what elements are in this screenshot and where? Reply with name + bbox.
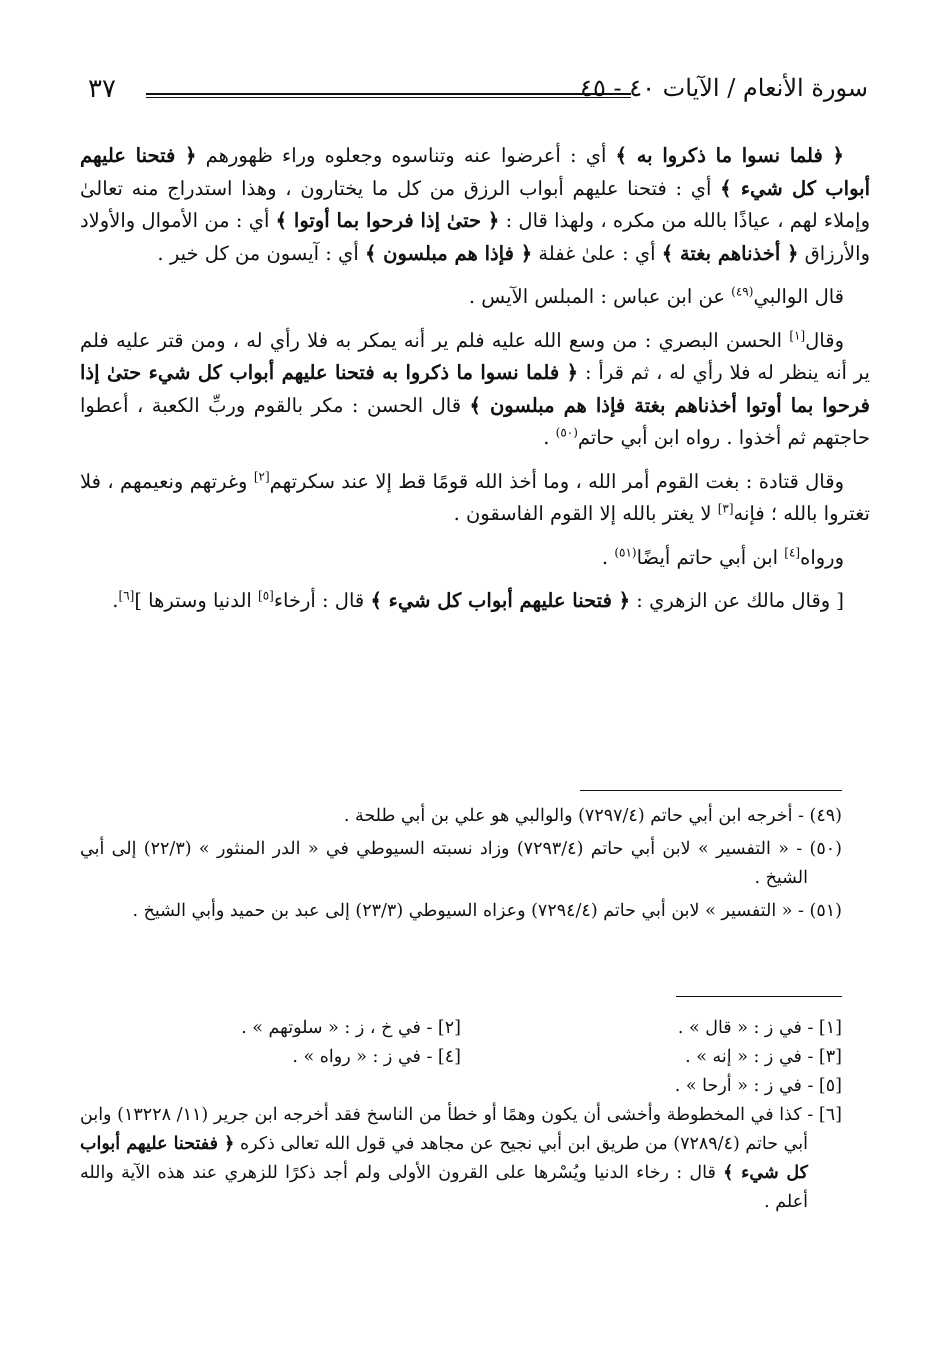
text-segment: وغرتهم ونعيمهم ، فلا تغتروا بالله ؛ فإنه <box>80 469 870 525</box>
note-reference: [٦] <box>118 588 135 603</box>
text-segment: أي : أعرضوا عنه وتناسوه وجعلوه وراء ظهورهم <box>196 144 616 167</box>
text-segment: [ وقال مالك عن الزهري : <box>630 589 844 612</box>
variant-note: [٥] - في ز : « أرحا » . <box>674 1076 842 1096</box>
footnote: (٥١) - « التفسير » لابن أبي حاتم (٧٢٩٤/٤) وعزاه السيوطي (٢٣/٣) إلى عبد بن حميد وأبي الشيخ . <box>132 901 842 921</box>
footnote: (٥٠) - « التفسير » لابن أبي حاتم (٧٢٩٣/٤) وزاد نسبته السيوطي في « الدر المنثور » (٢٢/٣) إلى أبي الشيخ . <box>80 839 842 888</box>
paragraph <box>80 281 870 314</box>
footnote-separator <box>580 790 842 791</box>
text-segment: قال الحسن : مكر بالقوم وربِّ الكعبة ، أعطوا حاجتهم ثم أخذوا . رواه ابن أبي حاتم <box>80 393 870 449</box>
variants-separator <box>676 996 842 997</box>
text-segment: وقال <box>805 328 844 352</box>
text-segment: . <box>543 426 556 449</box>
text-segment: أي : آيسون من كل خير . <box>157 241 365 265</box>
paragraph <box>80 140 870 270</box>
quran-quote: ﴿ فإذا هم مبلسون ﴾ <box>364 241 533 265</box>
text-segment: الحسن البصري : من وسع الله عليه فلم ير أنه يمكر به فلا رأي له ، ومن قتر عليه فلم ير أنه ينظر له فلا رأي له ، ثم قرأ : <box>80 328 870 384</box>
paragraph <box>80 585 870 618</box>
text-segment: قال الوالبي <box>753 285 844 308</box>
text-segment: ابن أبي حاتم أيضًا <box>636 545 785 569</box>
note-reference: (٤٩) <box>731 284 754 299</box>
text-segment: [٦] - كذا في المخطوطة وأخشى أن يكون وهمًا أو خطأ من الناسخ فقد أخرجه ابن جرير (١١/ ١٣٢٢٨) وابن أبي حاتم (٧٢٨٩/٤) من طريق ابن أبي نجيح عن مجاهد في قول الله تعالى ذكره <box>80 1105 842 1154</box>
variant-note: [٢] - في خ ، ز : « سلوتهم » . <box>241 1018 461 1038</box>
note-reference: [٥] <box>258 588 274 603</box>
text-segment: وقال قتادة : بغت القوم أمر الله ، وما أخذ الله قومًا قط إلا عند سكرتهم <box>269 469 844 493</box>
variant-note: [٣] - في ز : « إنه » . <box>685 1047 842 1067</box>
variant-note: [١] - في ز : « قال » . <box>677 1018 842 1038</box>
text-segment: أي : من الأموال والأولاد والأرزاق <box>80 209 870 265</box>
quran-quote: ﴿ فلما نسوا ما ذكروا به فتحنا عليهم أبواب كل شيء حتىٰ إذا فرحوا بما أوتوا أخذناهم بغتة فإذا هم مبلسون ﴾ <box>80 361 871 417</box>
quran-quote: ﴿ حتىٰ إذا فرحوا بما أوتوا ﴾ <box>275 209 500 232</box>
quran-quote: ﴿ فتحنا عليهم أبواب كل شيء ﴾ <box>80 144 870 200</box>
note-reference: [٢] <box>253 469 270 483</box>
quran-quote: ﴿ أخذناهم بغتة ﴾ <box>661 241 799 265</box>
note-reference: (٥١) <box>614 545 637 559</box>
quran-quote: ﴿ ففتحنا عليهم أبواب كل شيء ﴾ <box>80 1134 808 1183</box>
note-reference: [٣] <box>717 501 734 516</box>
variant-row <box>80 1014 842 1043</box>
text-segment: أي : علىٰ غفلة <box>532 241 662 265</box>
page-header <box>88 74 868 114</box>
variant-row <box>80 1072 842 1101</box>
text-segment: . <box>112 589 119 612</box>
paragraph <box>80 325 870 455</box>
quran-quote: ﴿ فتحنا عليهم أبواب كل شيء ﴾ <box>370 589 631 612</box>
footnote: (٤٩) - أخرجه ابن أبي حاتم (٧٢٩٧/٤) والوالبي هو علي بن أبي طلحة . <box>343 806 842 826</box>
header-rule <box>146 93 631 98</box>
variant-note <box>80 1072 461 1101</box>
footnotes <box>80 802 842 930</box>
quran-quote: ﴿ فلما نسوا ما ذكروا به ﴾ <box>615 144 844 167</box>
text-segment: قال : أرخاء <box>273 589 371 612</box>
note-reference: [٤] <box>784 545 801 559</box>
variant-row <box>80 1043 842 1072</box>
main-text <box>80 140 870 629</box>
variant-note-long <box>80 1101 842 1217</box>
manuscript-variants <box>80 1014 842 1217</box>
text-segment: لا يغتر بالله إلا القوم الفاسقون . <box>453 502 718 525</box>
text-segment: ورواه <box>800 545 844 569</box>
running-title: سورة الأنعام / الآيات ٤٠ - ٤٥ <box>580 74 868 102</box>
text-segment: . <box>601 545 615 569</box>
paragraph <box>80 466 870 531</box>
text-segment: عن ابن عباس : المبلس الآيس . <box>468 285 732 308</box>
page-number: ٣٧ <box>88 74 116 104</box>
text-segment: الدنيا وسترها ] <box>134 589 259 612</box>
note-reference: (٥٠) <box>555 425 578 440</box>
note-reference: [١] <box>789 328 806 342</box>
paragraph <box>80 542 870 575</box>
variant-note: [٤] - في ز : « رواه » . <box>292 1047 461 1067</box>
text-segment: أي : فتحنا عليهم أبواب الرزق من كل ما يختارون ، وهذا استدراج منه تعالىٰ وإملاء لهم ، عياذًا بالله من مكره ، ولهذا قال : <box>80 176 870 232</box>
text-segment: قال : رخاء الدنيا ويُسْرها على القرون الأولى ولم أجد ذكرًا للزهري عند هذه الآية والله أعلم . <box>80 1163 808 1212</box>
